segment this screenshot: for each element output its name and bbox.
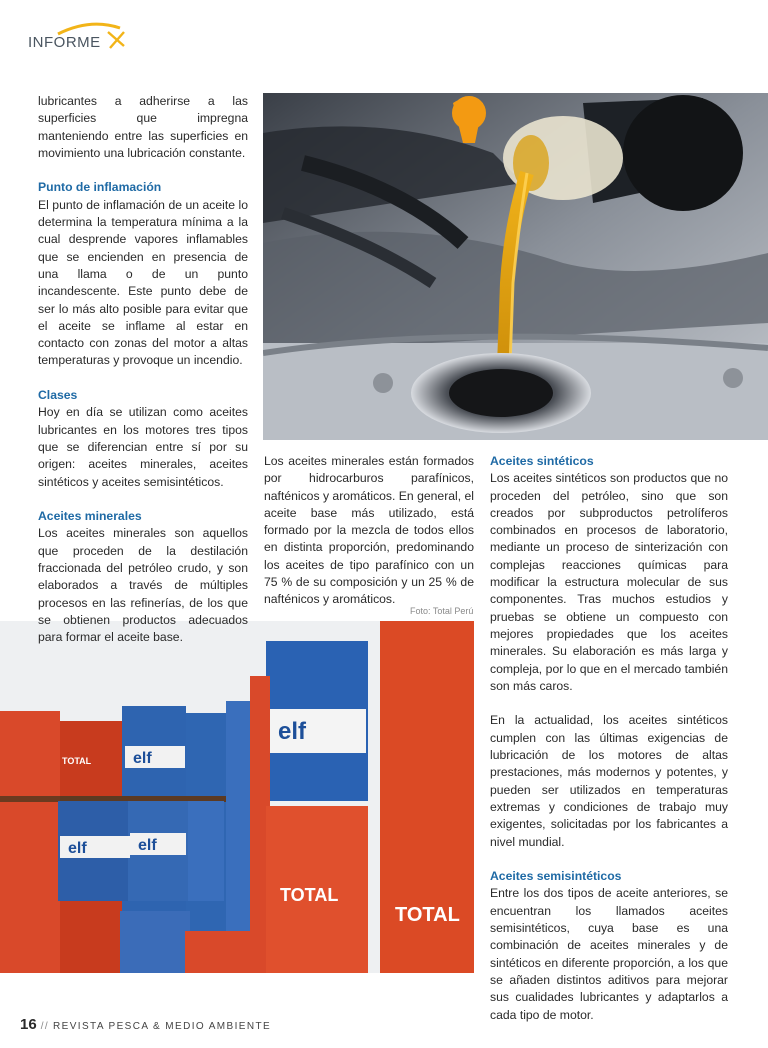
elf-logo-1: elf: [133, 750, 152, 767]
elf-logo-3: elf: [138, 837, 157, 854]
classes-heading: Clases: [38, 388, 78, 403]
intro-paragraph: lubricantes a adherirse a las superficies que impregna manteniendo entre las superficies en movimiento una lubricación constante.: [38, 94, 248, 160]
total-logo-1: TOTAL: [62, 756, 92, 766]
elf-logo-2: elf: [68, 840, 87, 857]
flash-point-heading: Punto de inflamación: [38, 180, 162, 195]
page-number: 16: [20, 1016, 37, 1033]
mineral-composition-paragraph: Los aceites minerales están formados por hidrocarburos parafínicos, nafténicos y aromáticos. En general, el aceite base más utilizado, está formado por la mezcla de todos ellos en distinta proporción, predominando los aceites de tipo parafínico con un 75 % de su composición y un 25 % de nafténicos y aromáticos.: [264, 454, 475, 607]
column-3: [490, 453, 728, 1024]
semisynthetic-oils-heading: Aceites semisintéticos: [490, 869, 622, 884]
column-1: [38, 93, 248, 647]
synthetic-oils-heading: Aceites sintéticos: [490, 454, 594, 468]
mineral-oils-paragraph: Los aceites minerales son aquellos que proceden de la destilación fraccionada del petróleo crudo, y son elaborados a través de múltiples procesos en las refinerías, de los que se obtienen productos adecuados para formar el aceite base.: [38, 526, 248, 645]
flash-point-paragraph: El punto de inflamación de un aceite lo determina la temperatura mínima a la cual desprende vapores inflamables que se encienden en presencia de una llama o de un punto incandescente. Este punto debe de ser lo más alto posible para evitar que el aceite se inflame al estar en contacto con zonas del motor a altas temperaturas y provoque un incendio.: [38, 197, 248, 368]
photo-credit: Foto: Total Perú: [410, 606, 474, 616]
section-title: INFORME: [28, 34, 101, 51]
elf-logo-4: elf: [278, 718, 307, 745]
engine-oil-photo: [263, 93, 768, 440]
oil-barrels-photo: [0, 621, 474, 973]
section-logo: [28, 20, 138, 56]
synthetic-oils-paragraph-1: Los aceites sintéticos son productos que no proceden del petróleo, sino que son creados por subproductos petrolíferos combinados en procesos de laboratorio, mediante un proceso de sinterización con complejas reacciones químicas para modificar la estructura molecular de sus componentes. Tras muchos estudios y pruebas se obtiene un compuesto con mejores propiedades que los aceites minerales. Su elaboración es más larga y compleja, por lo que en el mercado también son más caros.: [490, 471, 728, 693]
page-footer: [20, 1016, 271, 1033]
column-2: [264, 453, 474, 609]
magazine-name: REVISTA PESCA & MEDIO AMBIENTE: [53, 1021, 272, 1032]
footer-separator: //: [40, 1021, 50, 1032]
total-logo-3: TOTAL: [395, 904, 460, 926]
classes-paragraph: Hoy en día se utilizan como aceites lubricantes en los motores tres tipos que se diferencian entre sí por su origen: aceites minerales, aceites sintéticos y aceites semisintéticos.: [38, 405, 248, 489]
synthetic-oils-paragraph-2: En la actualidad, los aceites sintéticos cumplen con las últimas exigencias de lubricación de los motores de altas prestaciones, más modernos y potentes, y pueden ser utilizados en temperaturas extremas y condiciones de trabajo muy exigentes, solicitadas por los fabricantes a nivel mundial.: [490, 713, 728, 849]
semisynthetic-oils-paragraph: Entre los dos tipos de aceite anteriores, se encuentran los llamados aceites semisintéticos, cuya base es una combinación de aceites minerales y de sintéticos en diferente proporción, a los que se añaden distintos aditivos para mejorar sus cualidades lubricantes y adaptarlos a cada tipo de motor.: [490, 886, 728, 1022]
mineral-oils-heading: Aceites minerales: [38, 509, 142, 524]
total-logo-2: TOTAL: [280, 885, 339, 905]
